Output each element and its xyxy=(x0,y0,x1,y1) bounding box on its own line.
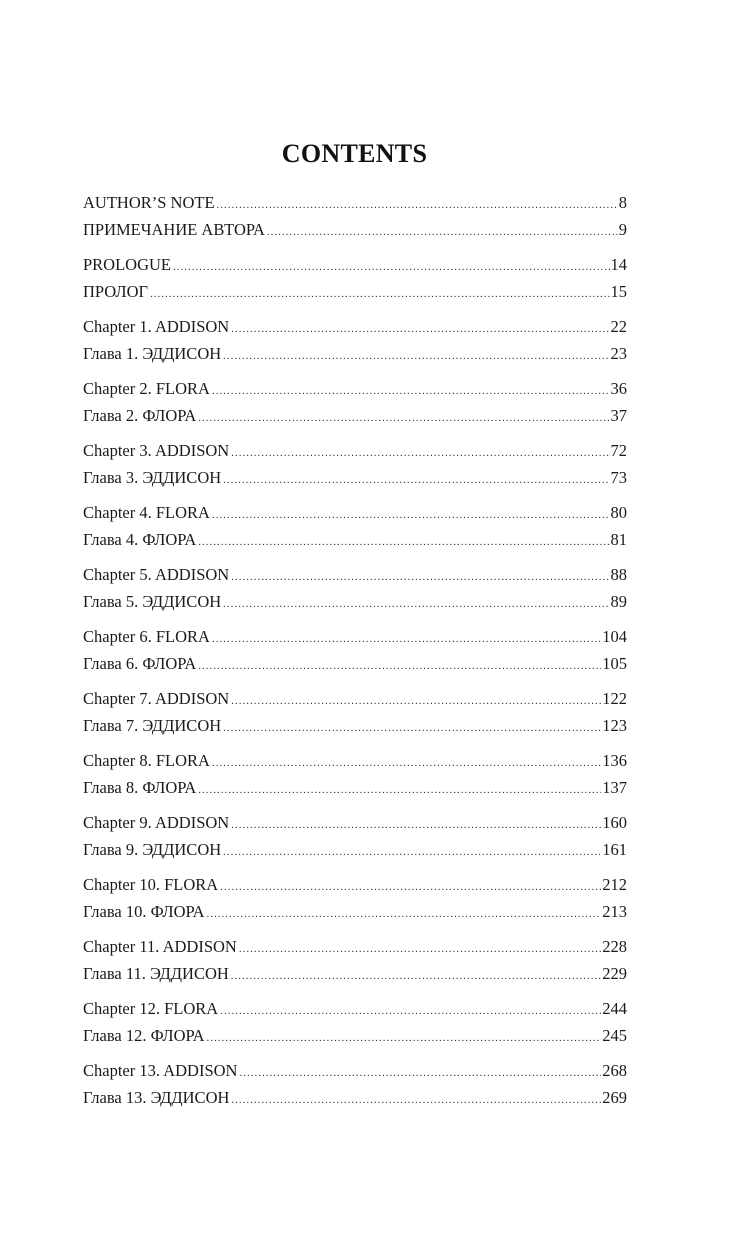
toc-entry[interactable] xyxy=(83,933,627,960)
toc-entry-label: PROLOGUE xyxy=(83,255,172,274)
dot-leader xyxy=(231,812,601,839)
toc-entry-page-number: 161 xyxy=(602,840,627,859)
page-title: CONTENTS xyxy=(281,139,428,168)
dot-leader xyxy=(220,998,601,1025)
toc-entry-label: Chapter 13. ADDISON xyxy=(83,1061,238,1080)
toc-entry-label: Глава 5. ЭДДИСОН xyxy=(83,592,222,611)
toc-entry[interactable] xyxy=(83,464,627,491)
toc-entry-label: Chapter 11. ADDISON xyxy=(83,937,237,956)
toc-entry-label: Глава 13. ЭДДИСОН xyxy=(83,1088,230,1107)
toc-entry[interactable] xyxy=(83,561,627,588)
toc-entry-label: Chapter 6. FLORA xyxy=(83,627,210,646)
toc-entry-label: Chapter 5. ADDISON xyxy=(83,565,230,584)
toc-entry-page-number: 9 xyxy=(618,220,627,239)
dot-leader xyxy=(220,874,601,901)
toc-entry[interactable] xyxy=(83,995,627,1022)
toc-entry[interactable] xyxy=(83,623,627,650)
toc-entry-page-number: 88 xyxy=(610,565,627,584)
toc-entry[interactable] xyxy=(83,871,627,898)
dot-leader xyxy=(231,564,609,591)
toc-entry-page-number: 160 xyxy=(602,813,627,832)
toc-entry-label: Глава 1. ЭДДИСОН xyxy=(83,344,222,363)
toc-entry[interactable] xyxy=(83,712,627,739)
dot-leader xyxy=(198,777,601,804)
toc-entry[interactable] xyxy=(83,809,627,836)
toc-entry-page-number: 137 xyxy=(602,778,627,797)
dot-leader xyxy=(212,626,601,653)
toc-entry-label: Chapter 9. ADDISON xyxy=(83,813,230,832)
toc-entry-label: Chapter 10. FLORA xyxy=(83,875,219,894)
dot-leader xyxy=(198,653,601,680)
toc-group xyxy=(83,685,627,739)
toc-entry[interactable] xyxy=(83,313,627,340)
dot-leader xyxy=(212,378,610,405)
toc-entry-label: AUTHOR’S NOTE xyxy=(83,193,215,212)
toc-entry[interactable] xyxy=(83,836,627,863)
toc-entry-page-number: 80 xyxy=(610,503,627,522)
toc-entry[interactable] xyxy=(83,375,627,402)
toc-entry[interactable] xyxy=(83,278,627,305)
toc-entry[interactable] xyxy=(83,774,627,801)
toc-group xyxy=(83,251,627,305)
toc-entry[interactable] xyxy=(83,499,627,526)
dot-leader xyxy=(223,343,609,370)
toc-entry[interactable] xyxy=(83,251,627,278)
table-of-contents xyxy=(83,189,627,1119)
toc-group xyxy=(83,809,627,863)
toc-entry[interactable] xyxy=(83,402,627,429)
dot-leader xyxy=(231,688,601,715)
toc-entry-label: Глава 11. ЭДДИСОН xyxy=(83,964,229,983)
dot-leader xyxy=(223,591,609,618)
toc-entry-label: Chapter 12. FLORA xyxy=(83,999,219,1018)
dot-leader xyxy=(207,901,602,928)
toc-group xyxy=(83,189,627,243)
toc-group xyxy=(83,995,627,1049)
toc-entry[interactable] xyxy=(83,898,627,925)
toc-group xyxy=(83,375,627,429)
toc-entry[interactable] xyxy=(83,960,627,987)
toc-entry[interactable] xyxy=(83,685,627,712)
toc-entry[interactable] xyxy=(83,1084,627,1111)
toc-entry-label: Chapter 2. FLORA xyxy=(83,379,210,398)
toc-entry-page-number: 229 xyxy=(602,964,627,983)
toc-entry-page-number: 22 xyxy=(610,317,627,336)
dot-leader xyxy=(207,1025,602,1052)
toc-entry-page-number: 23 xyxy=(610,344,627,363)
dot-leader xyxy=(150,281,609,308)
dot-leader xyxy=(239,936,601,963)
toc-entry-page-number: 36 xyxy=(610,379,627,398)
toc-entry-page-number: 212 xyxy=(602,875,627,894)
toc-entry-label: Глава 8. ФЛОРА xyxy=(83,778,197,797)
toc-group xyxy=(83,933,627,987)
toc-entry-page-number: 15 xyxy=(610,282,627,301)
toc-group xyxy=(83,561,627,615)
toc-group xyxy=(83,1057,627,1111)
toc-entry-page-number: 8 xyxy=(618,193,627,212)
toc-entry[interactable] xyxy=(83,189,627,216)
toc-entry-label: ПРИМЕЧАНИЕ АВТОРА xyxy=(83,220,265,239)
toc-entry-page-number: 73 xyxy=(610,468,627,487)
toc-entry[interactable] xyxy=(83,526,627,553)
dot-leader xyxy=(212,750,601,777)
toc-entry-page-number: 268 xyxy=(602,1061,627,1080)
toc-entry-page-number: 89 xyxy=(610,592,627,611)
dot-leader xyxy=(212,502,610,529)
toc-group xyxy=(83,747,627,801)
toc-entry-label: Chapter 4. FLORA xyxy=(83,503,210,522)
toc-entry-label: Глава 2. ФЛОРА xyxy=(83,406,197,425)
toc-group xyxy=(83,871,627,925)
toc-entry-page-number: 105 xyxy=(602,654,627,673)
toc-entry-label: ПРОЛОГ xyxy=(83,282,149,301)
dot-leader xyxy=(198,405,609,432)
toc-entry[interactable] xyxy=(83,747,627,774)
dot-leader xyxy=(267,219,618,246)
toc-entry-page-number: 136 xyxy=(602,751,627,770)
toc-entry-page-number: 104 xyxy=(602,627,627,646)
toc-entry-page-number: 213 xyxy=(602,902,627,921)
toc-entry-label: Chapter 3. ADDISON xyxy=(83,441,230,460)
toc-group xyxy=(83,313,627,367)
dot-leader xyxy=(217,192,618,219)
dot-leader xyxy=(223,467,609,494)
toc-entry[interactable] xyxy=(83,216,627,243)
toc-entry-label: Глава 10. ФЛОРА xyxy=(83,902,205,921)
dot-leader xyxy=(239,1060,601,1087)
toc-entry-page-number: 228 xyxy=(602,937,627,956)
toc-entry[interactable] xyxy=(83,340,627,367)
toc-entry-label: Глава 7. ЭДДИСОН xyxy=(83,716,222,735)
dot-leader xyxy=(198,529,609,556)
toc-entry-page-number: 245 xyxy=(602,1026,627,1045)
toc-entry-page-number: 244 xyxy=(602,999,627,1018)
toc-entry[interactable] xyxy=(83,588,627,615)
toc-entry-page-number: 81 xyxy=(610,530,627,549)
toc-entry-page-number: 72 xyxy=(610,441,627,460)
toc-entry-label: Chapter 8. FLORA xyxy=(83,751,210,770)
toc-entry[interactable] xyxy=(83,437,627,464)
toc-entry-page-number: 37 xyxy=(610,406,627,425)
toc-entry-label: Глава 3. ЭДДИСОН xyxy=(83,468,222,487)
dot-leader xyxy=(231,440,609,467)
toc-entry-page-number: 122 xyxy=(602,689,627,708)
toc-entry-page-number: 14 xyxy=(610,255,627,274)
dot-leader xyxy=(231,1087,601,1114)
toc-entry-label: Глава 4. ФЛОРА xyxy=(83,530,197,549)
toc-entry[interactable] xyxy=(83,1022,627,1049)
dot-leader xyxy=(223,839,601,866)
dot-leader xyxy=(223,715,601,742)
toc-entry-label: Глава 12. ФЛОРА xyxy=(83,1026,205,1045)
toc-entry-label: Глава 6. ФЛОРА xyxy=(83,654,197,673)
dot-leader xyxy=(231,963,601,990)
toc-entry-label: Chapter 7. ADDISON xyxy=(83,689,230,708)
toc-group xyxy=(83,437,627,491)
toc-entry-label: Chapter 1. ADDISON xyxy=(83,317,230,336)
toc-entry-page-number: 123 xyxy=(602,716,627,735)
toc-entry-label: Глава 9. ЭДДИСОН xyxy=(83,840,222,859)
toc-entry-page-number: 269 xyxy=(602,1088,627,1107)
dot-leader xyxy=(173,254,609,281)
toc-group xyxy=(83,623,627,677)
toc-group xyxy=(83,499,627,553)
dot-leader xyxy=(231,316,609,343)
toc-entry[interactable] xyxy=(83,1057,627,1084)
toc-entry[interactable] xyxy=(83,650,627,677)
